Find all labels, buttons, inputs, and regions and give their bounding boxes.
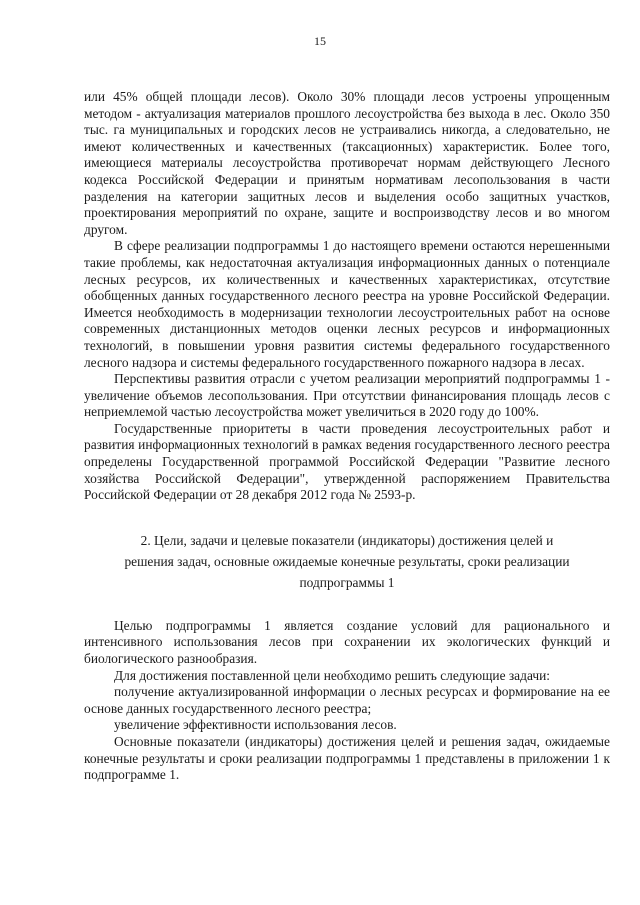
- paragraph-priorities: Государственные приоритеты в части проведения лесоустроительных работ и развития информационных технологий в рамках ведения государственного лесного реестра определены Государственной программой Российской Федерации "Развитие лесного хозяйства Российской Федерации", утвержденной распоряжением Правительства Российской Федерации от 28 декабря 2012 года № 2593-р.: [84, 420, 610, 503]
- paragraph-prospects: Перспективы развития отрасли с учетом реализации мероприятий подпрограммы 1 - увеличение объемов лесопользования. При отсутствии финансирования площадь лесов с неприемлемой частью лесоустройства может увеличиться в 2020 году до 100%.: [84, 371, 610, 420]
- paragraph-tasks-intro: Для достижения поставленной цели необходимо решить следующие задачи:: [114, 667, 550, 683]
- paragraph-task-1: получение актуализированной информации о лесных ресурсах и формирование на ее основе данных государственного лесного реестра;: [84, 684, 610, 716]
- paragraph-continuation: или 45% общей площади лесов). Около 30% площади лесов устроены упрощенным методом - актуализация материалов прошлого лесоустройства без выхода в лес. Около 350 тыс. га муниципальных и городских лесов не устраивались никогда, а следовательно, не имеют количественных и качественных (таксационных) характеристик. Более того, имеющиеся материалы лесоустройства противоречат нормам действующего Лесного кодекса Российской Федерации и принятым нормативам лесопользования в части разделения на категории защитных лесов и выделения особо защитных участков, проектирования мероприятий по охране, защите и воспроизводству лесов и во многом другом.: [84, 89, 610, 237]
- paragraph-indicators: Основные показатели (индикаторы) достижения целей и решения задач, ожидаемые конечные результаты и сроки реализации подпрограммы 1 представлены в приложении 1 к подпрограмме 1.: [84, 734, 610, 783]
- section-heading: 2. Цели, задачи и целевые показатели (индикаторы) достижения целей и решения задач, основные ожидаемые конечные результаты, сроки реализации подпрограммы 1: [124, 532, 570, 590]
- paragraph-problems: В сфере реализации подпрограммы 1 до настоящего времени остаются нерешенными такие проблемы, как недостаточная актуализация информационных данных о потенциале лесных ресурсов, их количественных и качественных характеристиках, отсутствие обобщенных данных государственного лесного реестра на уровне Российской Федерации. Имеется необходимость в модернизации технологии лесоустроительных работ на основе современных дистанционных методов оценки лесных ресурсов и информационных технологий, в повышении уровня развития системы федерального государственного лесного надзора и системы федерального государственного пожарного надзора в лесах.: [84, 238, 610, 370]
- paragraph-goal: Целью подпрограммы 1 является создание условий для рационального и интенсивного использования лесов при сохранении их экологических функций и биологического разнообразия.: [84, 617, 610, 667]
- page-number: 15: [314, 34, 326, 48]
- page-content: [84, 89, 610, 784]
- paragraph-task-2: увеличение эффективности использования лесов.: [114, 717, 397, 733]
